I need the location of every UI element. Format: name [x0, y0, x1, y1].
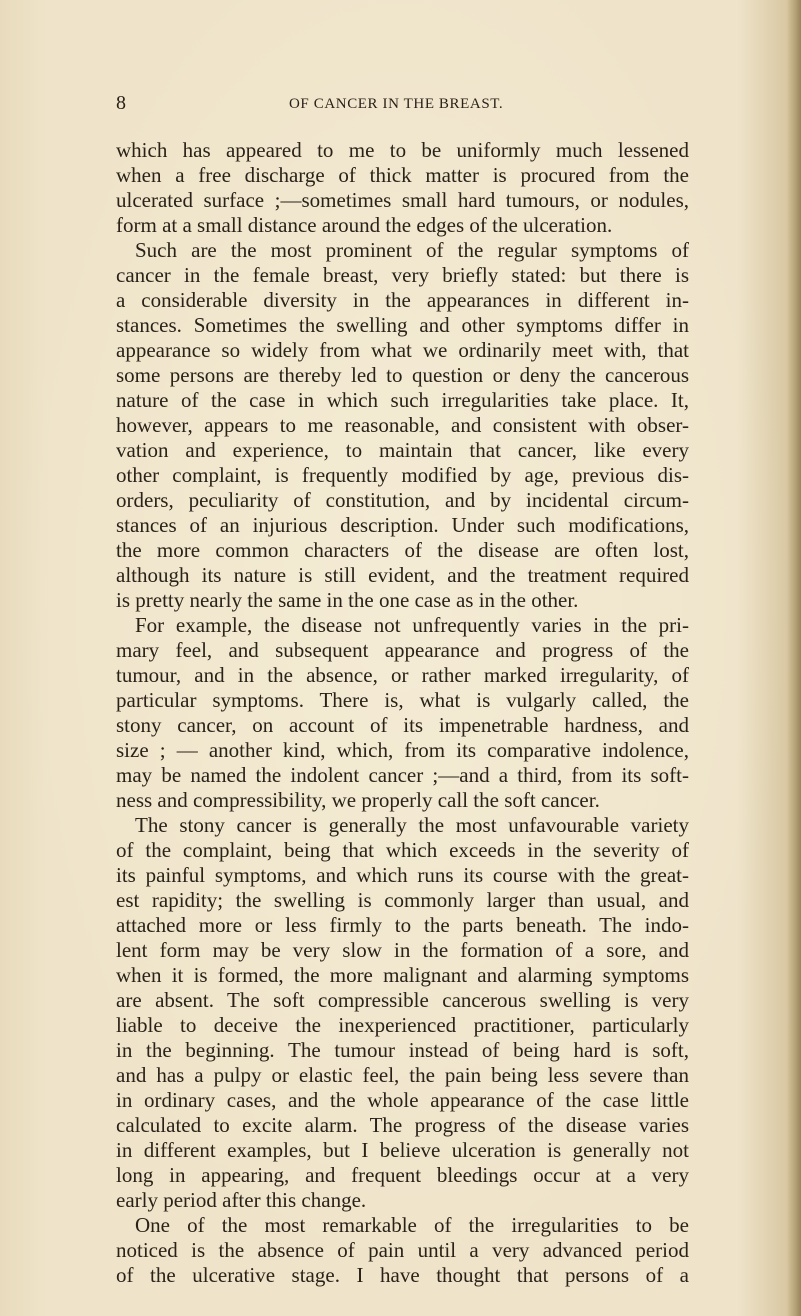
body-text [116, 138, 689, 1288]
text-line: cancer in the female breast, very briefly stated: but there is [116, 263, 689, 287]
text-line: size ; — another kind, which, from its comparative indolence, [116, 738, 689, 762]
text-line: the more common characters of the disease are often lost, [116, 538, 689, 562]
text-line: For example, the disease not unfrequently varies in the pri- [135, 613, 689, 637]
text-line: when it is formed, the more malignant and alarming symptoms [116, 963, 689, 987]
text-line: attached more or less firmly to the parts beneath. The indo- [116, 913, 689, 937]
text-line: noticed is the absence of pain until a very advanced period [116, 1238, 689, 1262]
page-header [116, 92, 689, 114]
text-line: form at a small distance around the edges of the ulceration. [116, 213, 613, 237]
text-line: and has a pulpy or elastic feel, the pain being less severe than [116, 1063, 689, 1087]
text-line: some persons are thereby led to question or deny the cancerous [116, 363, 689, 387]
text-line: in ordinary cases, and the whole appearance of the case little [116, 1088, 689, 1112]
text-line: est rapidity; the swelling is commonly larger than usual, and [116, 888, 689, 912]
text-line: The stony cancer is generally the most unfavourable variety [135, 813, 689, 837]
text-line: are absent. The soft compressible cancerous swelling is very [116, 988, 689, 1012]
text-line: is pretty nearly the same in the one case as in the other. [116, 588, 579, 612]
text-line: stances. Sometimes the swelling and other symptoms differ in [116, 313, 689, 337]
text-line: appearance so widely from what we ordinarily meet with, that [116, 338, 689, 362]
text-line: particular symptoms. There is, what is vulgarly called, the [116, 688, 689, 712]
text-line: when a free discharge of thick matter is procured from the [116, 163, 689, 187]
text-line: Such are the most prominent of the regular symptoms of [135, 238, 689, 262]
text-line: mary feel, and subsequent appearance and progress of the [116, 638, 689, 662]
text-line: calculated to excite alarm. The progress of the disease varies [116, 1113, 689, 1137]
text-line: long in appearing, and frequent bleedings occur at a very [116, 1163, 689, 1187]
text-line: One of the most remarkable of the irregularities to be [135, 1213, 689, 1237]
text-line: vation and experience, to maintain that cancer, like every [116, 438, 689, 462]
text-line: of the ulcerative stage. I have thought that persons of a [116, 1263, 689, 1287]
text-line: early period after this change. [116, 1188, 367, 1212]
text-line: stony cancer, on account of its impenetrable hardness, and [116, 713, 689, 737]
text-line: of the complaint, being that which exceeds in the severity of [116, 838, 689, 862]
running-head: OF CANCER IN THE BREAST. [289, 96, 504, 112]
text-line: liable to deceive the inexperienced practitioner, particularly [116, 1013, 689, 1037]
text-line: although its nature is still evident, and the treatment required [116, 563, 689, 587]
page-edge-shadow [787, 0, 801, 1316]
text-line: may be named the indolent cancer ;—and a third, from its soft- [116, 763, 689, 787]
text-line: which has appeared to me to be uniformly much lessened [116, 138, 689, 162]
text-line: ness and compressibility, we properly call the soft cancer. [116, 788, 600, 812]
text-line: tumour, and in the absence, or rather marked irregularity, of [116, 663, 689, 687]
text-line: other complaint, is frequently modified by age, previous dis- [116, 463, 689, 487]
text-line: nature of the case in which such irregularities take place. It, [116, 388, 689, 412]
text-line: orders, peculiarity of constitution, and by incidental circum- [116, 488, 689, 512]
page-number: 8 [116, 92, 126, 114]
text-line: a considerable diversity in the appearances in different in- [116, 288, 689, 312]
text-line: stances of an injurious description. Under such modifications, [116, 513, 689, 537]
text-line: lent form may be very slow in the formation of a sore, and [116, 938, 689, 962]
text-line: however, appears to me reasonable, and consistent with obser- [116, 413, 689, 437]
text-line: its painful symptoms, and which runs its course with the great- [116, 863, 689, 887]
text-line: ulcerated surface ;—sometimes small hard tumours, or nodules, [116, 188, 689, 212]
text-line: in different examples, but I believe ulceration is generally not [116, 1138, 689, 1162]
text-line: in the beginning. The tumour instead of being hard is soft, [116, 1038, 689, 1062]
